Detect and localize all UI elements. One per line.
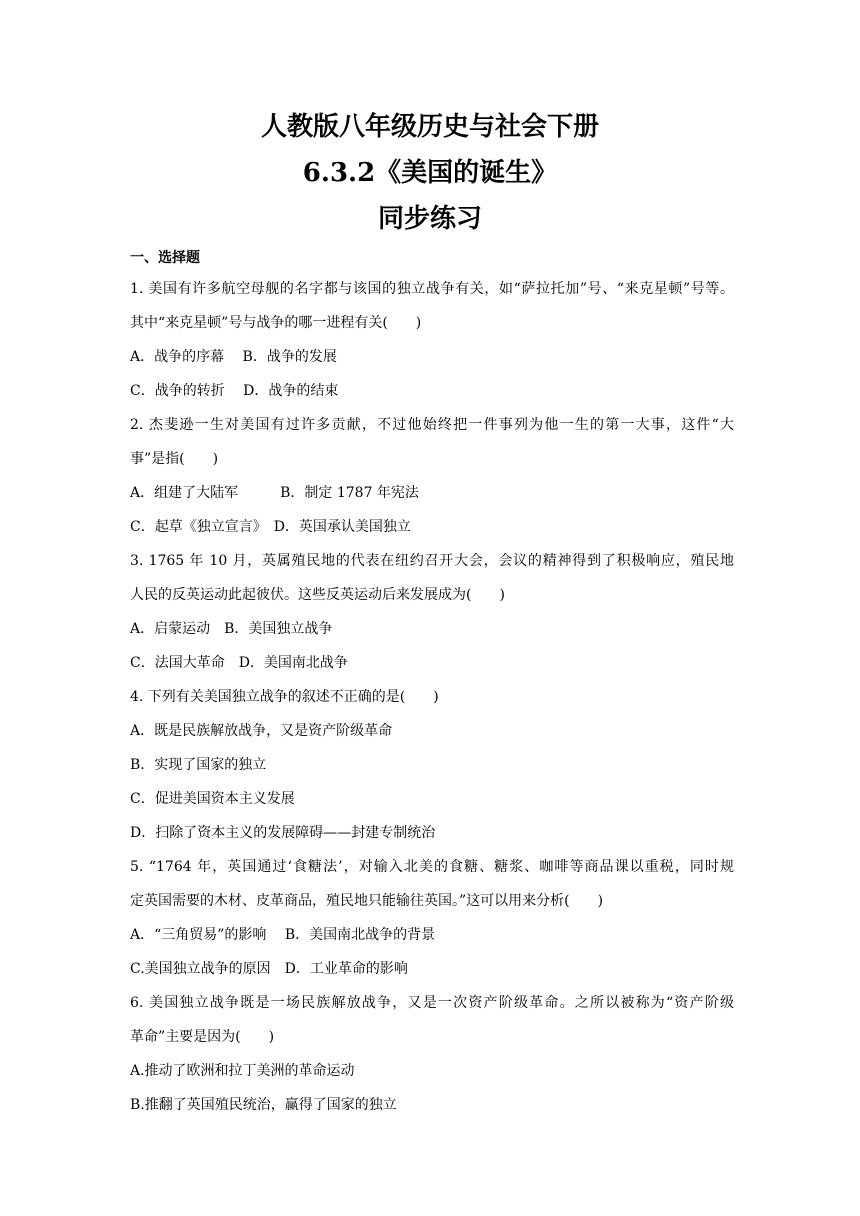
question-5-options-row-2: C.美国独立战争的原因 D．工业革命的影响 — [130, 961, 408, 977]
question-1-options-row-1: A．战争的序幕 B．战争的发展 — [130, 349, 337, 365]
question-2-options-row-2: C．起草《独立宣言》 D．英国承认美国独立 — [130, 519, 411, 535]
question-5 — [130, 850, 734, 986]
question-2-options-row-1: A．组建了大陆军 B．制定 1787 年宪法 — [130, 485, 419, 501]
question-1-stem-line-1: 1. 美国有许多航空母舰的名字都与该国的独立战争有关，如“萨拉托加”号、“来克星顿”号等。 — [130, 281, 734, 297]
question-5-stem-line-2: 定英国需要的木材、皮革商品，殖民地只能输往英国。”这可以用来分析( ) — [130, 893, 604, 909]
title-line-3: 同步练习 — [377, 204, 482, 234]
question-1 — [130, 272, 734, 408]
question-6-stem-line-2: 革命”主要是因为( ) — [130, 1029, 275, 1045]
question-6-stem-line-1: 6. 美国独立战争既是一场民族解放战争，又是一次资产阶级革命。之所以被称为“资产阶级 — [130, 995, 734, 1011]
title-line-2: 6.3.2《美国的诞生》 — [302, 158, 558, 188]
document-body — [130, 244, 734, 1122]
question-4-stem-line-1: 4. 下列有关美国独立战争的叙述不正确的是( ) — [130, 689, 439, 705]
question-4-option-b: B．实现了国家的独立 — [130, 757, 267, 773]
question-3-options-row-1: A．启蒙运动 B．美国独立战争 — [130, 621, 333, 637]
question-3-stem-line-2: 人民的反英运动此起彼伏。这些反英运动后来发展成为( ) — [130, 587, 505, 603]
title-line-1: 人教版八年级历史与社会下册 — [260, 112, 599, 142]
question-5-options-row-1: A．“三角贸易”的影响 B．美国南北战争的背景 — [130, 927, 436, 943]
question-4-option-c: C．促进美国资本主义发展 — [130, 791, 295, 807]
question-6 — [130, 986, 734, 1122]
question-4 — [130, 680, 734, 850]
question-3-options-row-2: C．法国大革命 D．美国南北战争 — [130, 655, 348, 671]
question-6-option-b: B.推翻了英国殖民统治，赢得了国家的独立 — [130, 1097, 397, 1113]
question-3 — [130, 544, 734, 680]
question-1-stem-line-2: 其中“来克星顿”号与战争的哪一进程有关( ) — [130, 315, 422, 331]
question-2-stem-line-2: 事”是指( ) — [130, 451, 219, 467]
question-6-option-a: A.推动了欧洲和拉丁美洲的革命运动 — [130, 1063, 355, 1079]
question-4-option-a: A．既是民族解放战争，又是资产阶级革命 — [130, 723, 393, 739]
document-title — [0, 104, 860, 242]
question-2-stem-line-1: 2. 杰斐逊一生对美国有过许多贡献，不过他始终把一件事列为他一生的第一大事，这件“大 — [130, 417, 734, 433]
question-1-options-row-2: C．战争的转折 D．战争的结束 — [130, 383, 339, 399]
question-3-stem-line-1: 3. 1765 年 10 月，英属殖民地的代表在纽约召开大会，会议的精神得到了积极响应，殖民地 — [130, 553, 734, 569]
section-heading: 一、选择题 — [130, 250, 200, 266]
question-2 — [130, 408, 734, 544]
question-5-stem-line-1: 5. “1764 年，英国通过‘食糖法’，对输入北美的食糖、糖浆、咖啡等商品课以重税，同时规 — [130, 859, 734, 875]
question-4-option-d: D．扫除了资本主义的发展障碍——封建专制统治 — [130, 825, 436, 841]
